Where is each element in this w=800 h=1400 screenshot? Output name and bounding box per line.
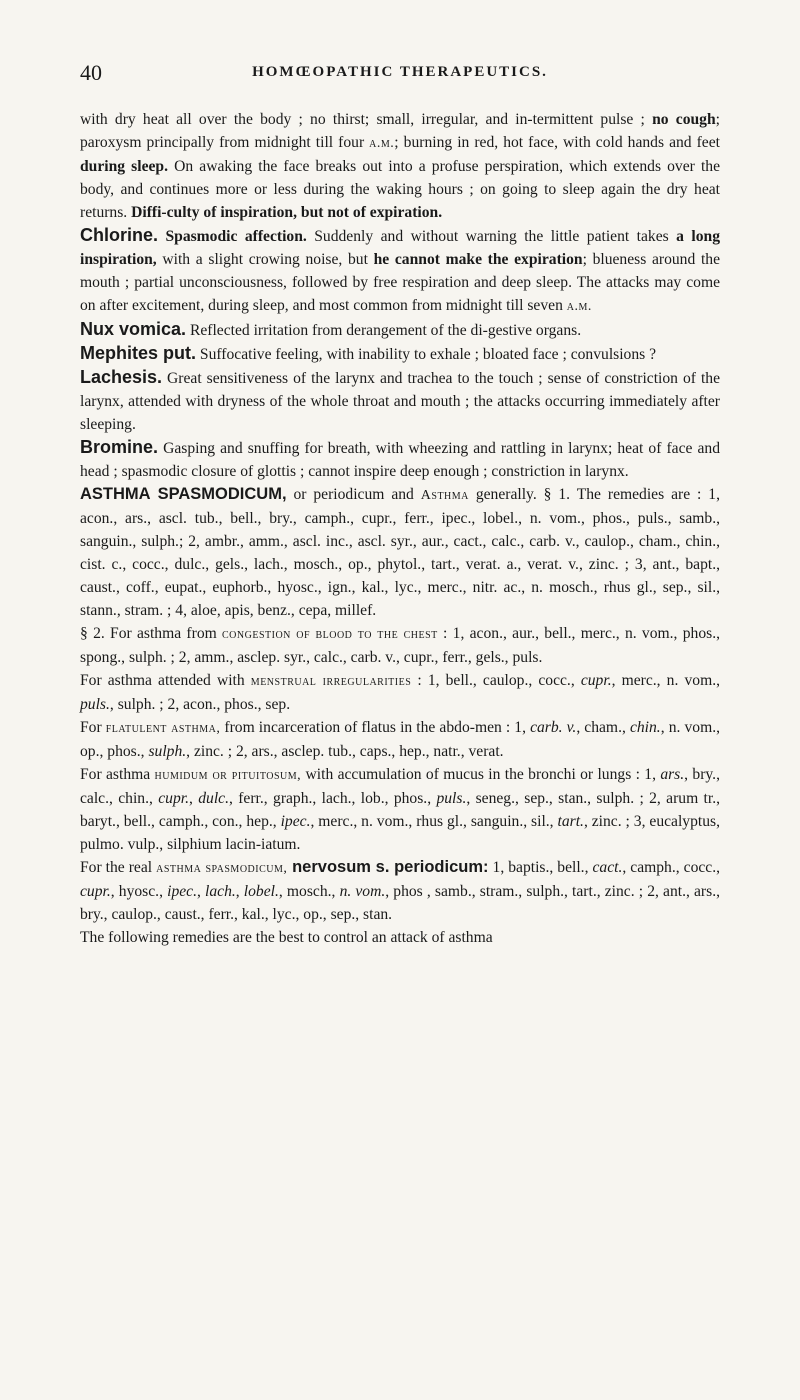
paragraph-menstrual: For asthma attended with menstrual irregularities : 1, bell., caulop., cocc., cupr., merc., n. vom., puls., sulph. ; 2, acon., phos., sep.	[80, 672, 720, 713]
running-head: HOMŒOPATHIC THERAPEUTICS.	[252, 64, 548, 80]
paragraph-nux-vomica: Nux vomica. Reflected irritation from derangement of the di-gestive organs.	[80, 319, 582, 339]
paragraph-lachesis: Lachesis. Great sensitiveness of the larynx and trachea to the touch ; sense of constriction of the larynx, attended with dryness of the whole throat and mouth ; the attacks occurring immediately after sleeping.	[80, 367, 720, 433]
paragraph-asthma-spasmodicum: ASTHMA SPASMODICUM, or periodicum and Asthma generally. § 1. The remedies are : 1, acon., ars., ascl. tub., bell., bry., camph., cupr., ferr., ipec., lobel., n. vom., phos., puls., samb., sanguin., sulph.; 2, ambr., amm., ascl. inc., ascl. syr., aur., cact., calc., carb. v., caulop., cham., chin., cist. c., cocc., dulc., gels., lach., mosch., op., phytol., tart., verat. a., verat. v., zinc. ; 3, ant., bapt., caust., coff., eupat., euphorb., hyosc., ign., kal., lyc., merc., nitr. ac., n. mosch., rhus gl., sep., sil., stann., stram. ; 4, aloe, apis, benz., cepa, millef.	[80, 485, 720, 619]
remedy-heading: Bromine.	[80, 437, 159, 457]
paragraph-flatulent: For flatulent asthma, from incarceration of flatus in the abdo-men : 1, carb. v., cham., chin., n. vom., op., phos., sulph., zinc. ; 2, ars., asclep. tub., caps., hep., natr., verat.	[80, 719, 720, 760]
remedy-heading: Lachesis.	[80, 367, 163, 387]
remedy-heading: Nux vomica.	[80, 319, 187, 339]
paragraph-mephites: Mephites put. Suffocative feeling, with inability to exhale ; bloated face ; convulsions ?	[80, 343, 657, 363]
body-text	[80, 108, 720, 949]
section-heading: ASTHMA SPASMODICUM,	[80, 485, 287, 503]
paragraph-chlorine: Chlorine. Spasmodic affection. Suddenly and without warning the little patient takes a long inspiration, with a slight crowing noise, but he cannot make the expiration; blueness around the mouth ; partial unconsciousness, followed by free respiration and deep sleep. The attacks may come on after excitement, during sleep, and most common from midnight till seven a.m.	[80, 225, 721, 314]
remedy-heading: Chlorine.	[80, 225, 159, 245]
paragraph-real-asthma: For the real asthma spasmodicum, nervosum s. periodicum: 1, baptis., bell., cact., camph., cocc., cupr., hyosc., ipec., lach., lobel., mosch., n. vom., phos , samb., stram., sulph., tart., zinc. ; 2, ant., ars., bry., caulop., caust., ferr., kal., lyc., op., sep., stan.	[80, 858, 721, 923]
paragraph-fever-symptoms: with dry heat all over the body ; no thirst; small, irregular, and in-termittent pulse ; no cough; paroxysm principally from midnight till four a.m.; burning in red, hot face, with cold hands and feet during sleep. On awaking the face breaks out into a profuse perspiration, which extends over the body, and continues more or less during the waking hours ; on going to sleep again the dry heat returns. Diffi-culty of inspiration, but not of expiration.	[80, 111, 721, 221]
remedy-heading: Mephites put.	[80, 343, 196, 363]
paragraph-bromine: Bromine. Gasping and snuffing for breath, with wheezing and rattling in larynx; heat of face and head ; spasmodic closure of glottis ; cannot inspire deep enough ; constriction in larynx.	[80, 437, 720, 480]
page-header	[80, 50, 720, 90]
paragraph-congestion: § 2. For asthma from congestion of blood to the chest : 1, acon., aur., bell., merc., n. vom., phos., spong., sulph. ; 2, amm., asclep. syr., calc., carb. v., cupr., ferr., gels., puls.	[80, 625, 720, 666]
page-number: 40	[80, 60, 102, 85]
paragraph-humidum: For asthma humidum or pituitosum, with accumulation of mucus in the bronchi or lungs : 1, ars., bry., calc., chin., cupr., dulc., ferr., graph., lach., lob., phos., puls., seneg., sep., stan., sulph. ; 2, arum tr., baryt., bell., camph., con., hep., ipec., merc., n. vom., rhus gl., sanguin., sil., tart., zinc. ; 3, eucalyptus, pulmo. vulp., silphium lacin-iatum.	[80, 766, 721, 853]
paragraph-closing-line: The following remedies are the best to control an attack of asthma	[80, 929, 493, 946]
